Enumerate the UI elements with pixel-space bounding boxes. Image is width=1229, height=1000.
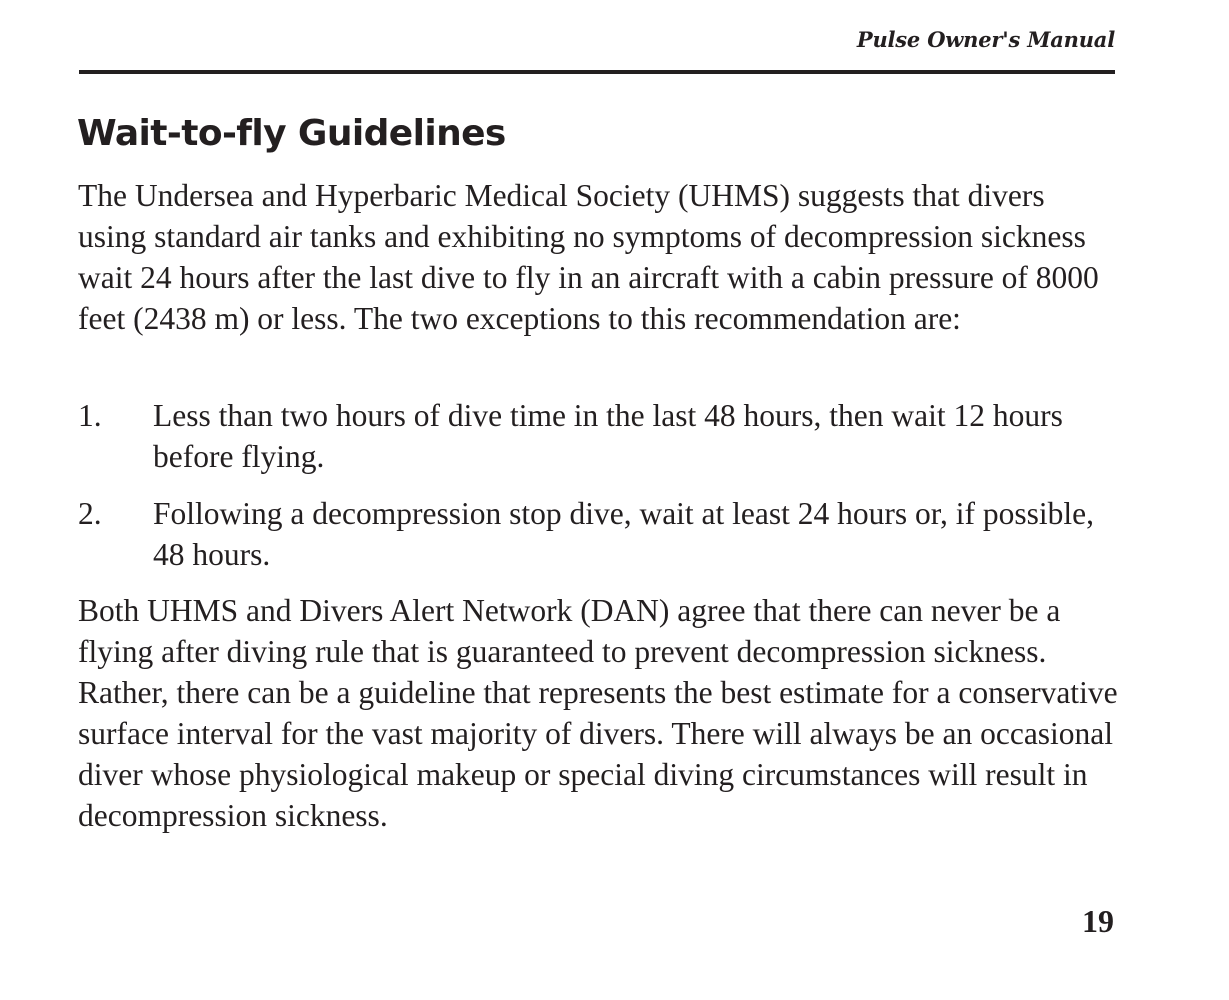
intro-paragraph: The Undersea and Hyperbaric Medical Society (UHMS) suggests that divers using standard air tanks and exhibiting no symptoms of decompression sickness wait 24 hours after the last dive to fly in an aircraft with a cabin pressure of 8000 feet (2438 m) or less. The two exceptions to this recommendation are: — [78, 178, 1099, 336]
page-number: 19 — [1082, 903, 1114, 939]
section-title: Wait-to-fly Guidelines — [77, 113, 506, 154]
header-rule — [79, 70, 1115, 74]
list-item — [78, 395, 1118, 477]
list-item-number: 1. — [78, 398, 102, 433]
list-item-text: Less than two hours of dive time in the last 48 hours, then wait 12 hours before flying. — [153, 398, 1063, 474]
closing-paragraph: Both UHMS and Divers Alert Network (DAN) agree that there can never be a flying after diving rule that is guaranteed to prevent decompression sickness. Rather, there can be a guideline that represents the best estimate for a conservative surface interval for the vast majority of divers. There will always be an occasional diver whose physiological makeup or special diving circumstances will result in decompression sickness. — [78, 593, 1118, 833]
list-item-number: 2. — [78, 496, 102, 531]
list-item — [78, 493, 1118, 575]
running-header: Pulse Owner's Manual — [856, 27, 1115, 52]
list-item-text: Following a decompression stop dive, wait at least 24 hours or, if possible, 48 hours. — [153, 496, 1094, 572]
